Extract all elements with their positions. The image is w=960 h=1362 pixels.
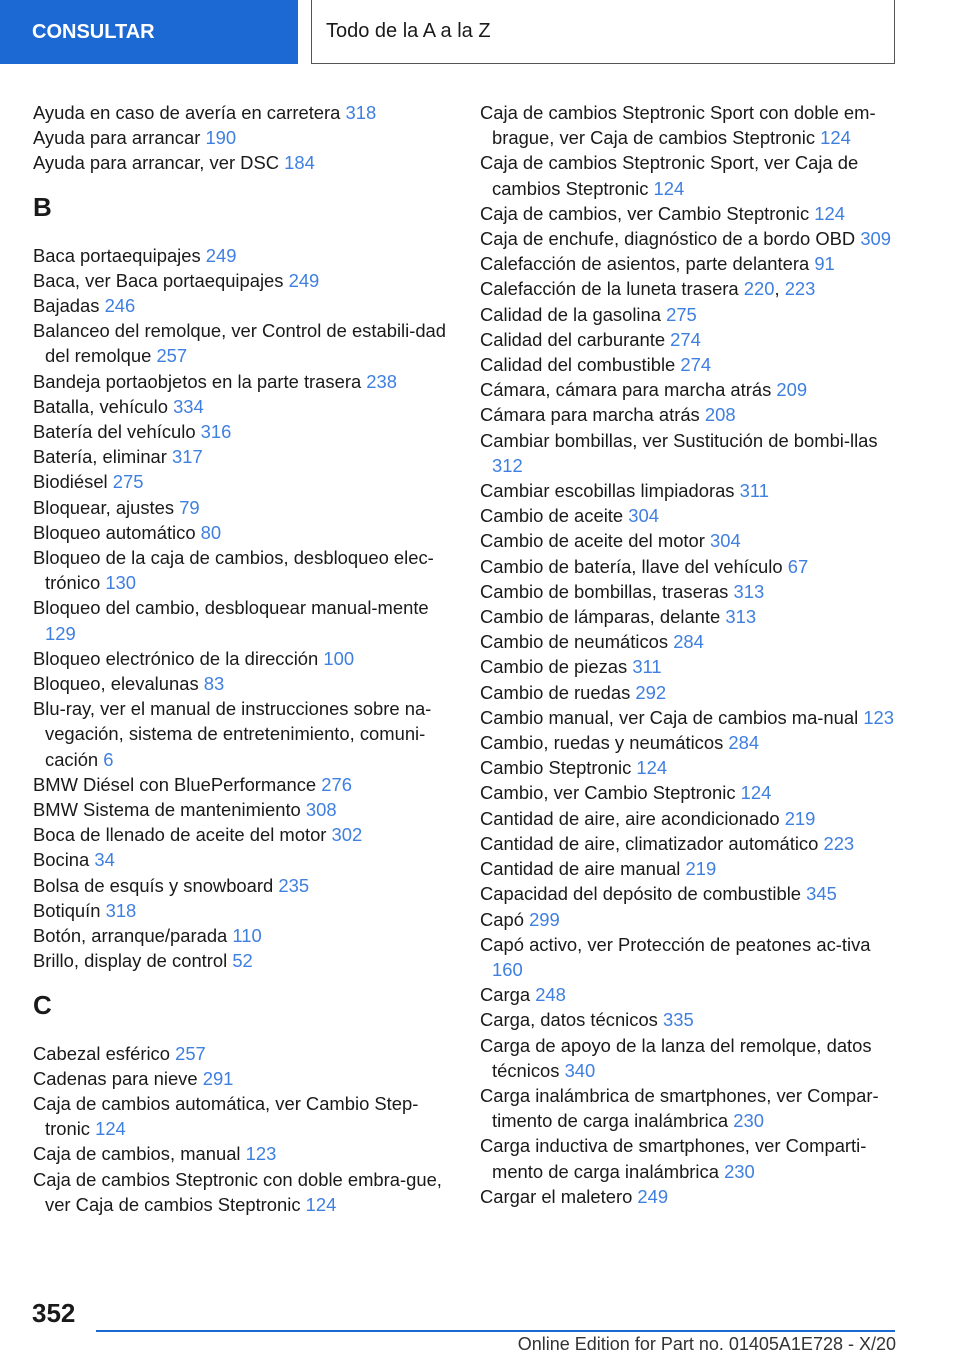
index-entry-term: Cambio de bombillas, traseras <box>480 580 734 602</box>
index-entry <box>33 1141 453 1166</box>
index-entry-term: Biodiésel <box>33 471 113 493</box>
page-link[interactable]: 79 <box>179 496 200 518</box>
page-link[interactable]: 80 <box>200 521 222 543</box>
index-entry <box>480 302 900 327</box>
index-entry-term: Cambio de aceite del motor <box>480 530 710 552</box>
page-link[interactable]: 249 <box>205 244 237 266</box>
page-link[interactable]: 257 <box>175 1042 206 1064</box>
index-entry <box>480 150 900 200</box>
index-entry <box>480 755 900 780</box>
page-link[interactable]: 100 <box>323 647 355 669</box>
page-link[interactable]: 311 <box>739 480 769 502</box>
page-link[interactable]: 124 <box>636 757 668 779</box>
tab-consultar[interactable] <box>0 0 298 64</box>
index-entry-term: Caja de cambios Steptronic Sport con doble em‐brague, ver Caja de cambios Steptronic <box>480 102 876 149</box>
index-entry <box>33 394 453 419</box>
tab-consultar-label: CONSULTAR <box>32 20 155 43</box>
page-link[interactable]: 316 <box>200 421 232 443</box>
index-entry <box>480 554 900 579</box>
page-link[interactable]: 34 <box>94 849 115 871</box>
index-entry <box>480 654 900 679</box>
index-entry-term: Bloqueo, elevalunas <box>33 673 204 695</box>
index-entry <box>480 780 900 805</box>
index-entry <box>480 856 900 881</box>
page-link[interactable]: 67 <box>787 555 809 577</box>
index-entry-term: Batalla, vehículo <box>33 395 174 417</box>
index-entry-term: Baca portaequipajes <box>33 244 206 266</box>
index-entry-term: Caja de cambios Steptronic con doble embra‐gue, ver Caja de cambios Steptronic <box>33 1168 442 1215</box>
page-link[interactable]: 123 <box>863 706 894 728</box>
index-entry-term: Batería del vehículo <box>33 421 201 443</box>
index-entry <box>480 226 900 251</box>
page-link[interactable]: 291 <box>202 1067 234 1089</box>
page-link[interactable]: 334 <box>173 395 204 417</box>
index-entry <box>33 923 453 948</box>
index-entry-term: Bajadas <box>33 295 105 317</box>
index-entry <box>480 201 900 226</box>
page-link[interactable]: 304 <box>710 530 741 552</box>
index-entry-term: Botiquín <box>33 899 106 921</box>
index-entry-term: Cantidad de aire, climatizador automático <box>480 832 824 854</box>
page-link[interactable]: 308 <box>305 799 337 821</box>
index-entry-term: Caja de enchufe, diagnóstico de a bordo OBD <box>480 228 861 250</box>
index-entry-term: Cambio de batería, llave del vehículo <box>480 555 788 577</box>
index-entry-term: Cambio manual, ver Caja de cambios ma‐nual <box>480 706 864 728</box>
index-letter-heading: C <box>33 989 52 1020</box>
index-entry <box>480 1033 900 1083</box>
index-entry <box>480 680 900 705</box>
index-entry-term: Carga <box>480 984 536 1006</box>
page-link[interactable]: 220 <box>743 278 775 300</box>
index-entry <box>33 822 453 847</box>
index-entry: Calefacción de la luneta trasera 220, 223 <box>480 278 816 300</box>
index-entry <box>33 293 453 318</box>
index-entry-term: Cambio Steptronic <box>480 757 637 779</box>
index-entry <box>480 478 900 503</box>
section-title: Todo de la A a la Z <box>326 20 491 42</box>
index-entry-term: Blu-ray, ver el manual de instrucciones sobre na‐vegación, sistema de entretenimiento, comuni‐cación <box>33 698 432 770</box>
index-entry <box>480 881 900 906</box>
index-entry <box>33 469 453 494</box>
index-entry-term: Brillo, display de control <box>33 950 233 972</box>
index-entry <box>33 948 453 973</box>
index-entry-term: Carga inalámbrica de smartphones, ver Compar‐timento de carga inalámbrica <box>480 1084 879 1132</box>
index-entry <box>33 419 453 444</box>
page-link[interactable]: 284 <box>673 631 704 653</box>
index-entry <box>33 1041 453 1066</box>
index-entry-term: Cadenas para nieve <box>33 1067 203 1089</box>
page-link[interactable]: 223 <box>823 832 855 854</box>
index-entry-term: Calidad de la gasolina <box>480 303 667 325</box>
index-entry-term: Bloquear, ajustes <box>33 496 180 518</box>
page-link[interactable]: 299 <box>529 908 560 930</box>
page-link[interactable]: 275 <box>112 471 144 493</box>
index-entry-term: Bandeja portaobjetos en la parte trasera <box>33 370 367 392</box>
index-entry-term: Bloqueo del cambio, desbloquear manual‐mente <box>33 597 429 619</box>
index-entry-term: Caja de cambios, ver Cambio Steptronic <box>480 202 815 224</box>
index-entry-term: Calidad del carburante <box>480 328 671 350</box>
index-entry <box>33 318 453 368</box>
index-entry-term: Cantidad de aire manual <box>480 858 686 880</box>
page-link[interactable]: 284 <box>728 732 760 754</box>
page-link[interactable]: 312 <box>492 454 523 476</box>
index-entry-term: Cambio de aceite <box>480 505 629 527</box>
page-link[interactable]: 276 <box>321 773 352 795</box>
page-link[interactable]: 274 <box>670 328 701 350</box>
index-entry <box>480 907 900 932</box>
index-entry <box>33 873 453 898</box>
index-entry-term: Cabezal esférico <box>33 1042 176 1064</box>
index-entry-term: Ayuda para arrancar <box>33 127 206 149</box>
page-link[interactable]: 130 <box>105 572 136 594</box>
page-link[interactable]: 317 <box>172 446 203 468</box>
page-link[interactable]: 249 <box>288 269 320 291</box>
index-entry <box>33 1167 453 1217</box>
index-entry-term: Botón, arranque/parada <box>33 925 233 947</box>
index-entry-term: Cargar el maletero <box>480 1185 638 1207</box>
index-entry <box>33 125 453 150</box>
footer-edition-text: Online Edition for Part no. 01405A1E728 - X/20 <box>517 1334 896 1354</box>
page-link[interactable]: 209 <box>776 379 808 401</box>
page-link[interactable]: 124 <box>95 1118 126 1140</box>
index-entry-term: BMW Sistema de mantenimiento <box>33 799 306 821</box>
index-entry-term: Cámara, cámara para marcha atrás <box>480 379 777 401</box>
page-link[interactable]: 124 <box>740 782 772 804</box>
index-entry <box>33 847 453 872</box>
index-entry-term: Batería, eliminar <box>33 446 173 468</box>
index-column-right <box>480 100 900 1209</box>
page-link[interactable]: 249 <box>637 1185 669 1207</box>
index-entry-term: Baca, ver Baca portaequipajes <box>33 269 289 291</box>
index-entry-term: Cambio, ruedas y neumáticos <box>480 732 729 754</box>
page-link[interactable]: 309 <box>860 228 892 250</box>
index-entry-term: Cámara para marcha atrás <box>480 404 705 426</box>
index-entry <box>480 705 900 730</box>
page-link[interactable]: 124 <box>814 202 845 224</box>
page-link[interactable]: 219 <box>784 807 816 829</box>
index-entry-term: Calefacción de la luneta trasera <box>480 278 744 300</box>
page-link[interactable]: 208 <box>704 404 736 426</box>
index-entry <box>33 671 453 696</box>
index-entry <box>480 629 900 654</box>
index-entry <box>33 243 453 268</box>
page-number: 352 <box>32 1298 76 1328</box>
index-entry <box>480 982 900 1007</box>
index-entry <box>33 444 453 469</box>
page-link[interactable]: 124 <box>305 1193 337 1215</box>
index-entry <box>480 503 900 528</box>
page-link[interactable]: 340 <box>564 1059 596 1081</box>
page-link[interactable]: 124 <box>653 177 685 199</box>
index-entry-term: Bloqueo electrónico de la dirección <box>33 647 324 669</box>
page-link[interactable]: 123 <box>245 1143 277 1165</box>
index-entry <box>33 100 453 125</box>
index-entry-term: Cambiar escobillas limpiadoras <box>480 480 740 502</box>
page-link[interactable]: 184 <box>284 152 315 174</box>
index-entry <box>480 1184 900 1209</box>
index-entry <box>480 730 900 755</box>
index-entry-term: Cambio de piezas <box>480 656 633 678</box>
index-entry <box>33 495 453 520</box>
page-link[interactable]: 230 <box>733 1110 764 1132</box>
index-entry <box>480 1133 900 1183</box>
index-entry-term: Balanceo del remolque, ver Control de estabili‐dad del remolque <box>33 320 447 367</box>
index-entry <box>33 772 453 797</box>
index-entry <box>33 1066 453 1091</box>
page-link[interactable]: 52 <box>232 950 253 972</box>
index-entry <box>480 1083 900 1133</box>
page-link[interactable]: 246 <box>104 295 136 317</box>
index-entry-term: Cantidad de aire, aire acondicionado <box>480 807 785 829</box>
page-link[interactable]: 124 <box>820 127 851 149</box>
index-entry-term: Caja de cambios automática, ver Cambio Step‐tronic <box>33 1092 419 1140</box>
page-link[interactable]: 248 <box>535 984 566 1006</box>
index-entry-term: Caja de cambios, manual <box>33 1143 246 1165</box>
index-entry <box>480 528 900 553</box>
index-entry <box>480 402 900 427</box>
index-entry <box>480 932 900 982</box>
page-link[interactable]: 223 <box>784 278 816 300</box>
index-entry-term: Ayuda para arrancar, ver DSC <box>33 152 285 174</box>
page-link[interactable]: 304 <box>628 505 659 527</box>
page-link[interactable]: 257 <box>156 345 188 367</box>
page-link[interactable]: 160 <box>492 958 523 980</box>
index-entry-term: Calefacción de asientos, parte delantera <box>480 253 815 275</box>
page-link[interactable]: 83 <box>203 673 225 695</box>
index-entry-term: Calidad del combustible <box>480 354 681 376</box>
index-entry-term: Cambiar bombillas, ver Sustitución de bombi‐llas <box>480 429 878 451</box>
page-link[interactable]: 318 <box>105 899 137 921</box>
page-link[interactable]: 6 <box>103 748 114 770</box>
index-entry <box>480 831 900 856</box>
index-entry-term: Carga inductiva de smartphones, ver Comparti‐mento de carga inalámbrica <box>480 1135 867 1182</box>
index-entry-term: Bloqueo de la caja de cambios, desbloqueo elec‐trónico <box>33 547 434 594</box>
index-entry-term: Capacidad del depósito de combustible <box>480 883 807 905</box>
index-entry <box>33 696 453 772</box>
page-link[interactable]: 275 <box>666 303 697 325</box>
index-entry <box>480 1007 900 1032</box>
index-entry <box>33 595 453 645</box>
page-link[interactable]: 335 <box>662 1009 694 1031</box>
page-link[interactable]: 318 <box>345 102 377 123</box>
index-entry-term: Cambio de lámparas, delante <box>480 606 726 628</box>
index-entry <box>480 579 900 604</box>
index-entry <box>480 100 900 150</box>
index-entry-term: Cambio, ver Cambio Steptronic <box>480 782 741 804</box>
index-entry <box>33 545 453 595</box>
index-entry <box>480 327 900 352</box>
page-link[interactable]: 110 <box>232 925 262 947</box>
index-entry <box>480 806 900 831</box>
page-link[interactable]: 274 <box>680 354 712 376</box>
index-entry-term: Cambio de ruedas <box>480 681 636 703</box>
index-entry <box>33 268 453 293</box>
page-link[interactable]: 235 <box>278 874 310 896</box>
index-entry <box>33 646 453 671</box>
index-entry <box>480 604 900 629</box>
page-link[interactable]: 129 <box>45 622 76 644</box>
index-entry-term: Caja de cambios Steptronic Sport, ver Caja de cambios Steptronic <box>480 152 859 199</box>
index-entry <box>33 797 453 822</box>
index-column-left <box>33 100 453 1217</box>
section-title-tab <box>311 0 895 64</box>
index-entry-term: Boca de llenado de aceite del motor <box>33 824 332 846</box>
index-entry-term: Capó <box>480 908 530 930</box>
index-entry <box>480 251 900 276</box>
index-entry <box>480 428 900 478</box>
page-link[interactable]: 91 <box>814 253 835 275</box>
index-entry-term: Cambio de neumáticos <box>480 631 674 653</box>
page-link[interactable]: 230 <box>724 1160 755 1182</box>
index-entry <box>33 520 453 545</box>
index-entry <box>33 898 453 923</box>
page-link[interactable]: 313 <box>733 580 765 602</box>
footer-divider <box>96 1330 895 1332</box>
index-entry <box>33 369 453 394</box>
index-entry-term: Bolsa de esquís y snowboard <box>33 874 279 896</box>
index-entry-term: Bocina <box>33 849 95 871</box>
index-entry-term: Capó activo, ver Protección de peatones ac‐tiva <box>480 933 871 955</box>
page-link[interactable]: 345 <box>806 883 837 905</box>
index-entry-term: Ayuda en caso de avería en carretera <box>33 102 346 123</box>
page-link[interactable]: 219 <box>685 858 717 880</box>
index-entry <box>33 150 453 175</box>
index-entry-term: Carga de apoyo de la lanza del remolque, datos técnicos <box>480 1034 872 1081</box>
page-link[interactable]: 302 <box>331 824 363 846</box>
page-link[interactable]: 238 <box>366 370 397 392</box>
page-link[interactable]: 313 <box>725 606 757 628</box>
index-entry-term: BMW Diésel con BluePerformance <box>33 773 322 795</box>
index-entry <box>33 1091 453 1141</box>
page-link[interactable]: 311 <box>632 656 662 678</box>
index-entry-term: Bloqueo automático <box>33 521 201 543</box>
index-letter-heading: B <box>33 191 52 222</box>
index-entry <box>480 377 900 402</box>
page-link[interactable]: 292 <box>635 681 667 703</box>
index-entry-term: Carga, datos técnicos <box>480 1009 663 1031</box>
index-entry <box>480 352 900 377</box>
page-link[interactable]: 190 <box>205 127 237 149</box>
